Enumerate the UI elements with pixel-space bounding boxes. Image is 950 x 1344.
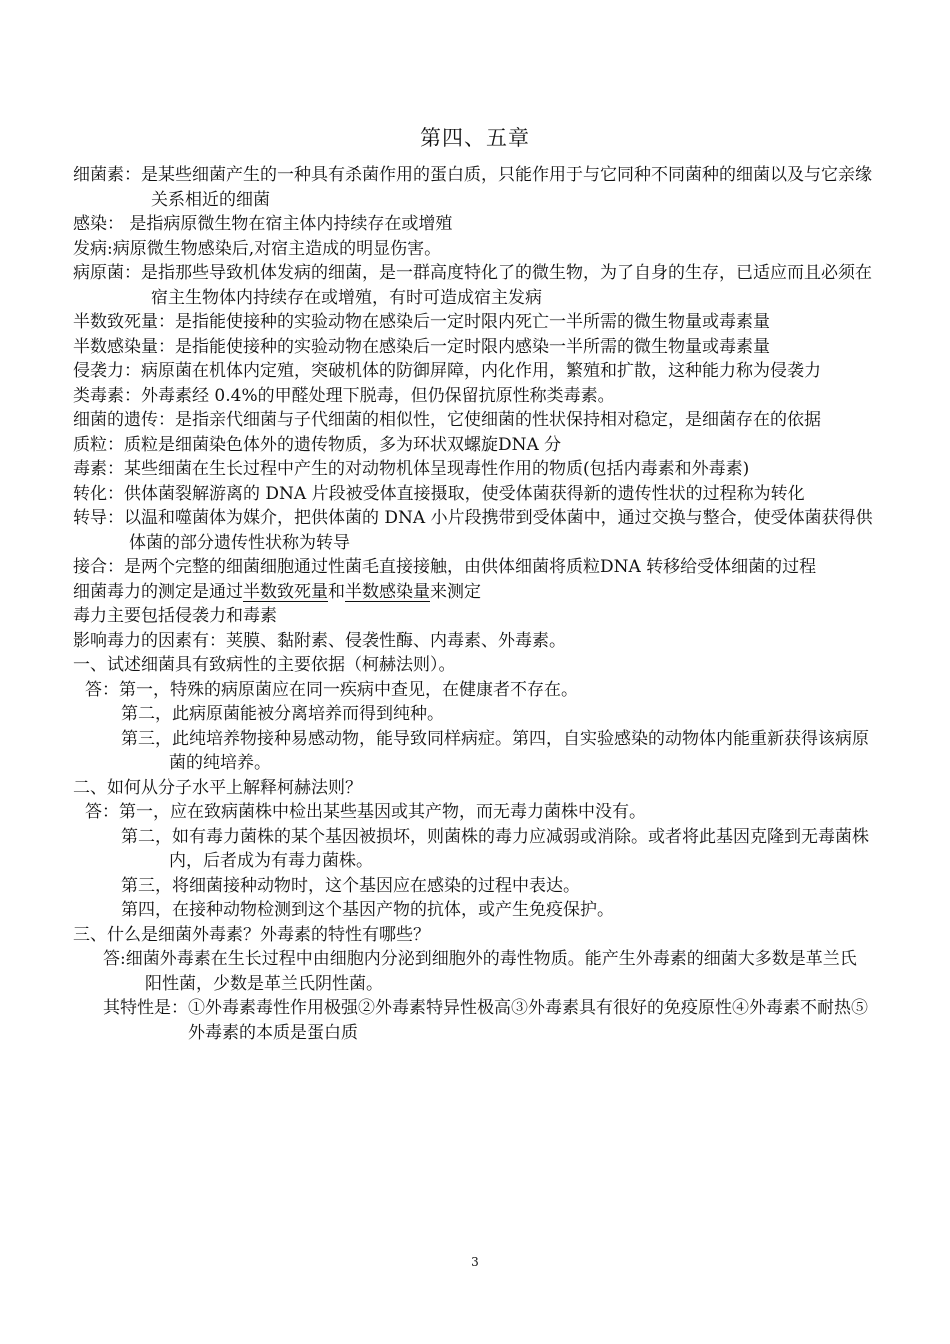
q2-answer-first: 答：第一，应在致病菌株中检出某些基因或其产物，而无毒力菌株中没有。 — [85, 802, 646, 822]
definition-invasiveness: 侵袭力：病原菌在机体内定殖，突破机体的防御屏障，内化作用，繁殖和扩散，这种能力称为侵袭力 — [73, 361, 821, 381]
definition-pathogen: 病原菌：是指那些导致机体发病的细菌，是一群高度特化了的微生物，为了自身的生存，已适应而且必须在宿主生物体内持续存在或增殖，有时可造成宿主发病 — [73, 263, 872, 308]
q1-answer-second: 第二，此病原菌能被分离培养而得到纯种。 — [121, 704, 444, 724]
page-title: 第四、五章 — [420, 126, 530, 150]
toxicity-measure — [73, 580, 873, 605]
definition-transduction: 转导：以温和噬菌体为媒介，把供体菌的 DNA 小片段携带到受体菌中，通过交换与整合，使受体菌获得供体菌的部分遗传性状称为转导 — [73, 508, 873, 553]
page-number: 3 — [471, 1255, 479, 1269]
question-3: 三、什么是细菌外毒素？外毒素的特性有哪些？ — [73, 924, 430, 945]
definition-plasmid: 质粒：质粒是细菌染色体外的遗传物质，多为环状双螺旋DNA 分 — [73, 434, 562, 455]
toxicity-factors: 影响毒力的因素有：荚膜、黏附素、侵袭性酶、内毒素、外毒素。 — [73, 630, 566, 651]
q2-answer-second: 第二，如有毒力菌株的某个基因被损坏，则菌株的毒力应减弱或消除。或者将此基因克隆到无毒菌株内，后者成为有毒力菌株。 — [121, 826, 869, 871]
definition-infection: 感染： 是指病原微生物在宿主体内持续存在或增殖 — [73, 214, 453, 234]
toxicity-measure-suffix: 来测定 — [430, 581, 481, 602]
q1-answer-third: 第三，此纯培养物接种易感动物，能导致同样病症。第四，自实验感染的动物体内能重新获得该病原菌的纯培养。 — [121, 728, 869, 773]
definition-transformation: 转化：供体菌裂解游离的 DNA 片段被受体直接摄取，使受体菌获得新的遗传性状的过程称为转化 — [73, 483, 805, 504]
definition-disease: 发病:病原微生物感染后,对宿主造成的明显伤害。 — [73, 238, 442, 259]
definition-heredity: 细菌的遗传：是指亲代细菌与子代细菌的相似性，它使细菌的性状保持相对稳定，是细菌存在的依据 — [73, 410, 821, 430]
definition-ld50: 半数致死量：是指能使接种的实验动物在感染后一定时限内死亡一半所需的微生物量或毒素量 — [73, 312, 770, 332]
document-body — [73, 163, 873, 1045]
definition-toxin: 毒素：某些细菌在生长过程中产生的对动物机体呈现毒性作用的物质(包括内毒素和外毒素) — [73, 459, 750, 479]
q2-answer-third: 第三，将细菌接种动物时，这个基因应在感染的过程中表达。 — [121, 875, 580, 896]
toxicity-term-ld50: 半数致死量 — [243, 581, 328, 602]
toxicity-measure-prefix: 细菌毒力的测定是通过 — [73, 581, 243, 602]
toxicity-measure-and: 和 — [328, 581, 345, 602]
definition-bacteriocin: 细菌素：是某些细菌产生的一种具有杀菌作用的蛋白质，只能作用于与它同种不同菌种的细菌以及与它亲缘关系相近的细菌 — [73, 165, 872, 210]
q2-answer-fourth: 第四，在接种动物检测到这个基因产物的抗体，或产生免疫保护。 — [121, 900, 614, 920]
definition-toxoid: 类毒素：外毒素经 0.4%的甲醛处理下脱毒，但仍保留抗原性称类毒素。 — [73, 385, 615, 406]
q3-answer: 答:细菌外毒素在生长过程中由细胞内分泌到细胞外的毒性物质。能产生外毒素的细菌大多数是革兰氏阳性菌，少数是革兰氏阴性菌。 — [103, 949, 857, 994]
toxicity-term-id50: 半数感染量 — [345, 581, 430, 602]
definition-id50: 半数感染量：是指能使接种的实验动物在感染后一定时限内感染一半所需的微生物量或毒素量 — [73, 336, 770, 357]
question-1: 一、试述细菌具有致病性的主要依据（柯赫法则）。 — [73, 655, 456, 675]
toxicity-includes: 毒力主要包括侵袭力和毒素 — [73, 606, 277, 626]
definition-conjugation: 接合：是两个完整的细菌细胞通过性菌毛直接接触，由供体细菌将质粒DNA 转移给受体细菌的过程 — [73, 557, 817, 577]
q3-properties: 其特性是：①外毒素毒性作用极强②外毒素特异性极高③外毒素具有很好的免疫原性④外毒素不耐热⑤外毒素的本质是蛋白质 — [103, 998, 868, 1043]
question-2: 二、如何从分子水平上解释柯赫法则？ — [73, 777, 362, 798]
q1-answer-first: 答：第一，特殊的病原菌应在同一疾病中查见，在健康者不存在。 — [85, 679, 578, 700]
